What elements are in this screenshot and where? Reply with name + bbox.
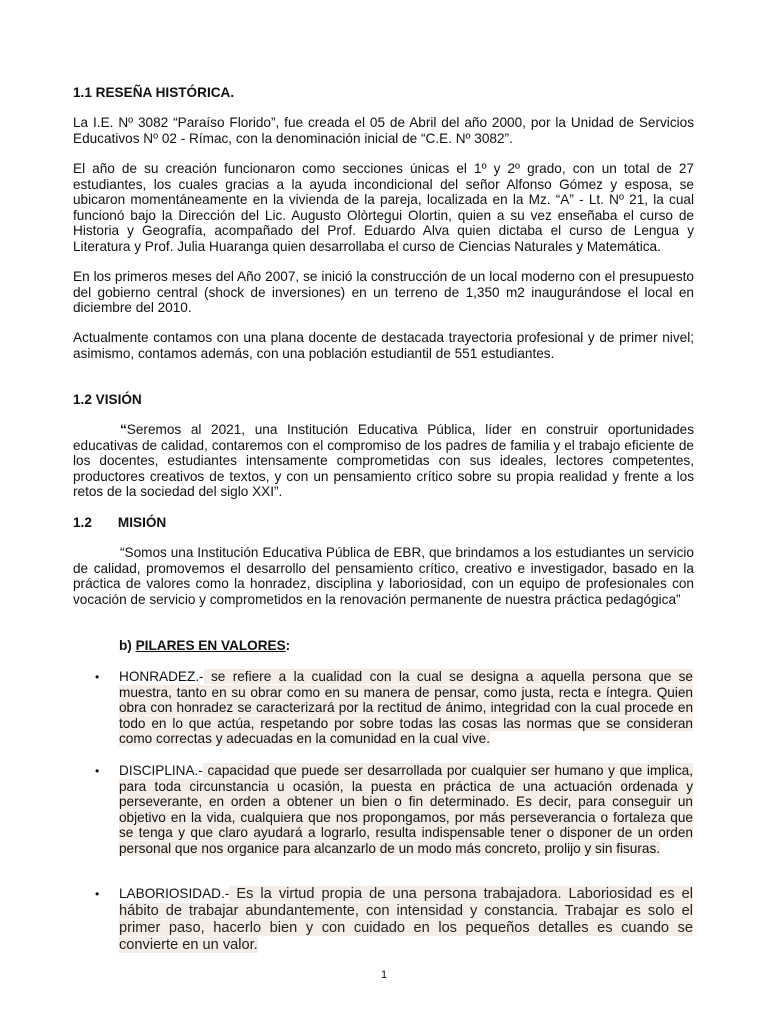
pillar-honradez: [119, 669, 693, 747]
pillar-honradez-term: HONRADEZ.-: [119, 669, 204, 684]
pillars-title: [119, 638, 290, 654]
pillar-honradez-text: se refiere a la cualidad con la cual se designa a aquella persona que se muestra, tanto en su obrar como en su manera de pensar, como justa, recta e íntegra. Quien obra con honradez se caracterizará por la rectitud de ánimo, integridad con la cual procede en todo en lo que actúa, respetando por sobre todas las cosas las normas que se consideran como correctas y adecuadas en la comunidad en la cual vive.: [119, 669, 693, 747]
vision-open-quote: “: [120, 422, 127, 437]
mision-heading-text: MISIÓN: [117, 515, 167, 530]
pillars-colon: :: [285, 638, 291, 653]
mision-paragraph: “Somos una Institución Educativa Pública de EBR, que brindamos a los estudiantes un servicio de calidad, promovemos el desarrollo del pensamiento crítico, creativo e investigador, basado en la práctica de valores como la honradez, disciplina y laboriosidad, con un equipo de profesionales con vocación de servicio y comprometidos en la renovación permanente de nuestra práctica pedagógica”: [73, 545, 694, 607]
historia-paragraph-3: En los primeros meses del Año 2007, se inició la construcción de un local moderno con el presupuesto del gobierno central (shock de inversiones) en un terreno de 1,350 m2 inaugurándose el local en diciembre del 2010.: [73, 269, 694, 316]
pillar-disciplina-text: capacidad que puede ser desarrollada por cualquier ser humano y que implica, para toda circunstancia u ocasión, la puesta en práctica de una actuación ordenada y perseverante, en orden a obtener un bien o fin determinado. Es decir, para conseguir un objetivo en la vida, cualquiera que nos propongamos, por más perseverancia o fortaleza que se tenga y que claro ayudará a lograrlo, resulta indispensable tener o disponer de un orden personal que nos organice para alcanzarlo de un modo más concreto, prolijo y sin fisuras.: [119, 763, 693, 856]
historia-paragraph-1: La I.E. Nº 3082 “Paraíso Florido”, fue creada el 05 de Abril del año 2000, por la Unidad de Servicios Educativos Nº 02 - Rímac, con la denominación inicial de “C.E. Nº 3082”.: [73, 115, 694, 146]
vision-paragraph: [73, 422, 694, 500]
pillar-disciplina-term: DISCIPLINA.-: [119, 763, 203, 778]
bullet-icon: •: [95, 887, 100, 901]
pillars-prefix: b): [119, 638, 136, 653]
pillar-laboriosidad-text: Es la virtud propia de una persona trabajadora. Laboriosidad es el hábito de trabajar abundantemente, con intensidad y constancia. Trabajar es solo el primer paso, hacerlo bien y con cuidado en los pequeños detalles es cuando se convierte en un valor.: [119, 886, 693, 953]
historia-paragraph-2: El año de su creación funcionaron como secciones únicas el 1º y 2º grado, con un total de 27 estudiantes, los cuales gracias a la ayuda incondicional del señor Alfonso Gómez y esposa, se ubicaron momentáneamente en la vivienda de la pareja, localizada en la Mz. “A” - Lt. Nº 21, la cual funcionó bajo la Dirección del Lic. Augusto Olòrtegui Olortin, quien a su vez enseñaba el curso de Historia y Geografía, acompañado del Prof. Eduardo Alva quien dictaba el curso de Lengua y Literatura y Prof. Julia Huaranga quien desarrollaba el curso de Ciencias Naturales y Matemática.: [73, 161, 694, 254]
vision-text: Seremos al 2021, una Institución Educativa Pública, líder en construir oportunidades educativas de calidad, contaremos con el compromiso de los padres de familia y el trabajo eficiente de los docentes, estudiantes intensamente comprometidas con sus ideales, lectores competentes, productores creativos de textos, y con un pensamiento crítico sobre su propia realidad y frente a los retos de la sociedad del siglo XXI”.: [73, 422, 694, 500]
bullet-icon: •: [95, 764, 100, 778]
pillar-disciplina: [119, 763, 693, 857]
mision-heading: [73, 515, 694, 531]
pillars-title-text: PILARES EN VALORES: [135, 638, 286, 653]
historia-paragraph-4: Actualmente contamos con una plana docente de destacada trayectoria profesional y de primer nivel; asimismo, contamos además, con una población estudiantil de 551 estudiantes.: [73, 330, 694, 361]
pillar-laboriosidad-term: LABORIOSIDAD.-: [119, 886, 230, 901]
vision-heading: 1.2 VISIÓN: [73, 392, 142, 407]
bullet-icon: •: [95, 670, 100, 684]
historia-heading: 1.1 RESEÑA HISTÓRICA.: [73, 85, 235, 100]
mision-heading-number: 1.2: [73, 515, 92, 530]
pillar-laboriosidad: [119, 886, 693, 954]
page-number: 1: [380, 969, 388, 981]
